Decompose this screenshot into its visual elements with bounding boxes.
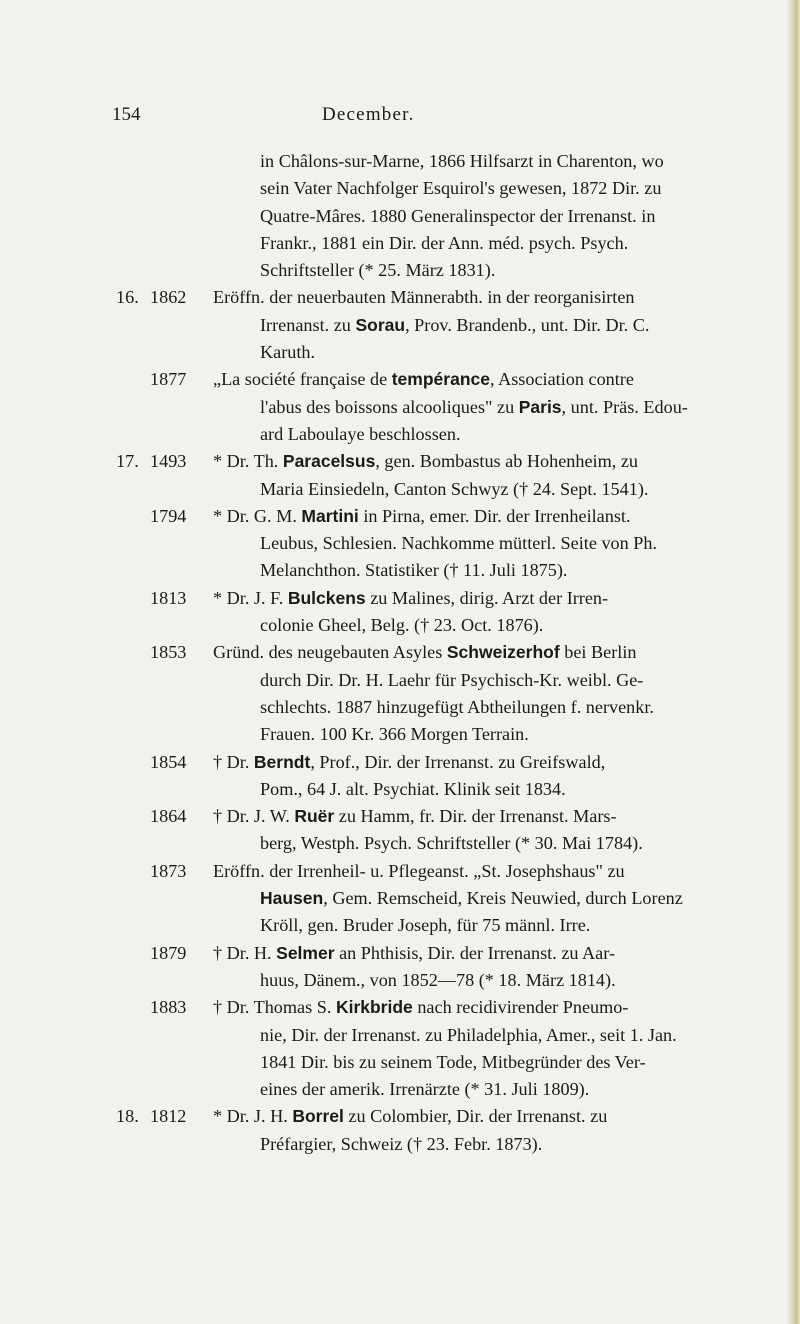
text-run: bei Berlin bbox=[559, 642, 637, 663]
entry-text bbox=[260, 776, 566, 803]
entry-year: 1883 bbox=[150, 997, 187, 1018]
entry-line bbox=[0, 612, 800, 639]
entry-line bbox=[0, 421, 800, 448]
entry-year: 1877 bbox=[150, 369, 187, 390]
text-run: Pom., 64 J. alt. Psychiat. Klinik seit 1834. bbox=[260, 778, 566, 799]
text-run: * Dr. G. M. bbox=[213, 505, 302, 526]
text-run: l'abus des boissons alcooliques" zu bbox=[260, 396, 519, 417]
text-run: Leubus, Schlesien. Nachkomme mütterl. Seite von Ph. bbox=[260, 533, 658, 554]
emphasized-name: Borrel bbox=[292, 1106, 344, 1127]
text-run: zu Colombier, Dir. der Irrenanst. zu bbox=[343, 1106, 608, 1127]
text-run: , Association contre bbox=[489, 369, 634, 390]
entry-line bbox=[0, 476, 800, 503]
entry-year: 1813 bbox=[150, 587, 187, 608]
text-run: schlechts. 1887 hinzugefügt Abtheilungen f. nervenkr. bbox=[260, 696, 654, 717]
entry-text bbox=[213, 366, 634, 393]
emphasized-name: Martini bbox=[301, 505, 359, 526]
emphasized-name: tempérance bbox=[391, 369, 490, 390]
entry-text bbox=[260, 230, 628, 257]
text-run: 1841 Dir. bis zu seinem Tode, Mitbegründer des Ver- bbox=[260, 1051, 646, 1072]
text-run: Eröffn. der neuerbauten Männerabth. in der reorganisirten bbox=[213, 287, 635, 308]
text-run: Eröffn. der Irrenheil- u. Pflegeanst. „St. Josephshaus" zu bbox=[213, 860, 625, 881]
entry-text bbox=[213, 448, 638, 475]
entry-line bbox=[0, 339, 800, 366]
entry-text bbox=[260, 612, 543, 639]
text-run: in Châlons-sur-Marne, 1866 Hilfsarzt in Charenton, wo bbox=[260, 151, 664, 171]
entry-text bbox=[213, 803, 617, 830]
entry-line bbox=[0, 885, 800, 912]
text-run: , Prov. Brandenb., unt. Dir. Dr. C. bbox=[405, 314, 650, 335]
entry-line bbox=[0, 694, 800, 721]
entry-text bbox=[213, 749, 605, 776]
entry-text bbox=[260, 885, 683, 912]
entry-line bbox=[0, 366, 800, 393]
emphasized-name: Paracelsus bbox=[282, 451, 376, 472]
text-run: eines der amerik. Irrenärzte (* 31. Juli 1809). bbox=[260, 1079, 590, 1100]
entry-text bbox=[260, 1131, 542, 1158]
entry-line bbox=[0, 530, 800, 557]
text-run: Préfargier, Schweiz († 23. Febr. 1873). bbox=[260, 1133, 543, 1154]
entry-line bbox=[0, 667, 800, 694]
text-run: , unt. Präs. Edou- bbox=[561, 396, 688, 417]
entry-line bbox=[0, 639, 800, 666]
entry-text bbox=[260, 530, 657, 557]
entry-year: 1864 bbox=[150, 806, 187, 827]
entry-text bbox=[260, 557, 567, 584]
text-run: zu Hamm, fr. Dir. der Irrenanst. Mars- bbox=[334, 806, 617, 827]
entry-year: 1812 bbox=[150, 1106, 187, 1127]
entry-year: 1862 bbox=[150, 287, 187, 308]
text-run: * Dr. J. F. bbox=[213, 587, 288, 608]
entry-text bbox=[260, 339, 315, 366]
entry-text bbox=[260, 912, 590, 939]
entry-text bbox=[260, 203, 655, 230]
entry-line bbox=[0, 284, 800, 311]
emphasized-name: Berndt bbox=[253, 751, 311, 772]
entry-line bbox=[0, 776, 800, 803]
text-run: berg, Westph. Psych. Schriftsteller (* 30. Mai 1784). bbox=[260, 833, 643, 854]
text-run: zu Malines, dirig. Arzt der Irren- bbox=[365, 587, 609, 608]
text-run: Frauen. 100 Kr. 366 Morgen Terrain. bbox=[260, 724, 529, 745]
calendar-entries bbox=[0, 148, 800, 1158]
day-number: 17. bbox=[116, 451, 139, 472]
entry-text bbox=[213, 1103, 607, 1130]
entry-line bbox=[0, 394, 800, 421]
entry-line bbox=[0, 1131, 800, 1158]
entry-line bbox=[0, 257, 800, 284]
entry-text bbox=[260, 1076, 589, 1103]
text-run: Maria Einsiedeln, Canton Schwyz († 24. Sept. 1541). bbox=[260, 478, 649, 499]
entry-line bbox=[0, 148, 800, 175]
entry-text bbox=[213, 284, 635, 311]
entry-line bbox=[0, 448, 800, 475]
entry-text bbox=[213, 585, 608, 612]
entry-year: 1879 bbox=[150, 942, 187, 963]
entry-text bbox=[213, 639, 636, 666]
text-run: nie, Dir. der Irrenanst. zu Philadelphia, Amer., seit 1. Jan. bbox=[260, 1024, 677, 1045]
entry-line bbox=[0, 967, 800, 994]
emphasized-name: Hausen bbox=[260, 888, 324, 909]
text-run: * Dr. J. H. bbox=[213, 1106, 293, 1127]
entry-year: 1493 bbox=[150, 451, 187, 472]
entry-text bbox=[260, 667, 643, 694]
entry-text bbox=[260, 476, 648, 503]
day-number: 18. bbox=[116, 1106, 139, 1127]
entry-text bbox=[260, 694, 654, 721]
text-run: Melanchthon. Statistiker († 11. Juli 1875). bbox=[260, 560, 568, 581]
entry-text bbox=[260, 967, 616, 994]
text-run: † Dr. bbox=[213, 751, 254, 772]
entry-line bbox=[0, 230, 800, 257]
entry-year: 1853 bbox=[150, 642, 187, 663]
entry-text bbox=[213, 503, 631, 530]
entry-text bbox=[260, 721, 529, 748]
entry-line bbox=[0, 1022, 800, 1049]
entry-text bbox=[260, 312, 649, 339]
text-run: an Phthisis, Dir. der Irrenanst. zu Aar- bbox=[334, 942, 615, 963]
entry-line bbox=[0, 912, 800, 939]
entry-line bbox=[0, 203, 800, 230]
entry-line bbox=[0, 858, 800, 885]
text-run: † Dr. Thomas S. bbox=[213, 997, 336, 1018]
entry-line bbox=[0, 721, 800, 748]
text-run: Gründ. des neugebauten Asyles bbox=[213, 642, 447, 663]
entry-year: 1873 bbox=[150, 860, 187, 881]
entry-text bbox=[213, 858, 625, 885]
text-run: huus, Dänem., von 1852—78 (* 18. März 1814). bbox=[260, 969, 616, 990]
entry-line bbox=[0, 557, 800, 584]
text-run: , Gem. Remscheid, Kreis Neuwied, durch Lorenz bbox=[323, 888, 683, 909]
text-run: Schriftsteller (* 25. März 1831). bbox=[260, 260, 496, 281]
text-run: † Dr. J. W. bbox=[213, 806, 295, 827]
emphasized-name: Schweizerhof bbox=[446, 642, 560, 663]
text-run: „La société française de bbox=[213, 369, 392, 390]
entry-line bbox=[0, 1103, 800, 1130]
text-run: , Prof., Dir. der Irrenanst. zu Greifswald, bbox=[310, 751, 606, 772]
text-run: durch Dir. Dr. H. Laehr für Psychisch-Kr. weibl. Ge- bbox=[260, 669, 644, 690]
emphasized-name: Paris bbox=[518, 396, 562, 417]
day-number: 16. bbox=[116, 287, 139, 308]
emphasized-name: Sorau bbox=[355, 314, 406, 335]
entry-text bbox=[260, 257, 495, 284]
text-run: , gen. Bombastus ab Hohenheim, zu bbox=[375, 451, 638, 472]
text-run: Karuth. bbox=[260, 342, 316, 363]
entry-line bbox=[0, 175, 800, 202]
entry-line bbox=[0, 503, 800, 530]
entry-line bbox=[0, 749, 800, 776]
entry-line bbox=[0, 585, 800, 612]
text-run: sein Vater Nachfolger Esquirol's gewesen, 1872 Dir. zu bbox=[260, 178, 662, 199]
emphasized-name: Kirkbride bbox=[335, 997, 413, 1018]
entry-text bbox=[260, 830, 643, 857]
entry-text bbox=[260, 175, 661, 202]
text-run: ard Laboulaye beschlossen. bbox=[260, 423, 461, 444]
text-run: colonie Gheel, Belg. († 23. Oct. 1876). bbox=[260, 615, 544, 636]
page-header bbox=[112, 104, 732, 134]
entry-line bbox=[0, 830, 800, 857]
emphasized-name: Selmer bbox=[276, 942, 335, 963]
text-run: Kröll, gen. Bruder Joseph, für 75 männl. Irre. bbox=[260, 915, 591, 936]
entry-text bbox=[260, 394, 688, 421]
emphasized-name: Bulckens bbox=[287, 587, 366, 608]
page-number: 154 bbox=[112, 104, 141, 125]
emphasized-name: Ruër bbox=[294, 806, 335, 827]
text-run: Quatre-Mâres. 1880 Generalinspector der Irrenanst. in bbox=[260, 205, 656, 226]
entry-line bbox=[0, 312, 800, 339]
entry-year: 1854 bbox=[150, 751, 187, 772]
running-title: December. bbox=[322, 104, 415, 125]
text-run: nach recidivirender Pneumo- bbox=[412, 997, 629, 1018]
text-run: in Pirna, emer. Dir. der Irrenheilanst. bbox=[358, 505, 631, 526]
entry-year: 1794 bbox=[150, 505, 187, 526]
entry-line bbox=[0, 940, 800, 967]
entry-text bbox=[260, 1022, 677, 1049]
entry-text bbox=[213, 994, 628, 1021]
entry-line bbox=[0, 1049, 800, 1076]
text-run: † Dr. H. bbox=[213, 942, 277, 963]
text-run: Irrenanst. zu bbox=[260, 314, 356, 335]
entry-line bbox=[0, 803, 800, 830]
text-run: Frankr., 1881 ein Dir. der Ann. méd. psych. Psych. bbox=[260, 232, 629, 253]
entry-text bbox=[260, 1049, 646, 1076]
text-run: * Dr. Th. bbox=[213, 451, 283, 472]
entry-line bbox=[0, 1076, 800, 1103]
entry-text bbox=[260, 148, 664, 175]
entry-text bbox=[213, 940, 615, 967]
entry-line bbox=[0, 994, 800, 1021]
entry-text bbox=[260, 421, 461, 448]
